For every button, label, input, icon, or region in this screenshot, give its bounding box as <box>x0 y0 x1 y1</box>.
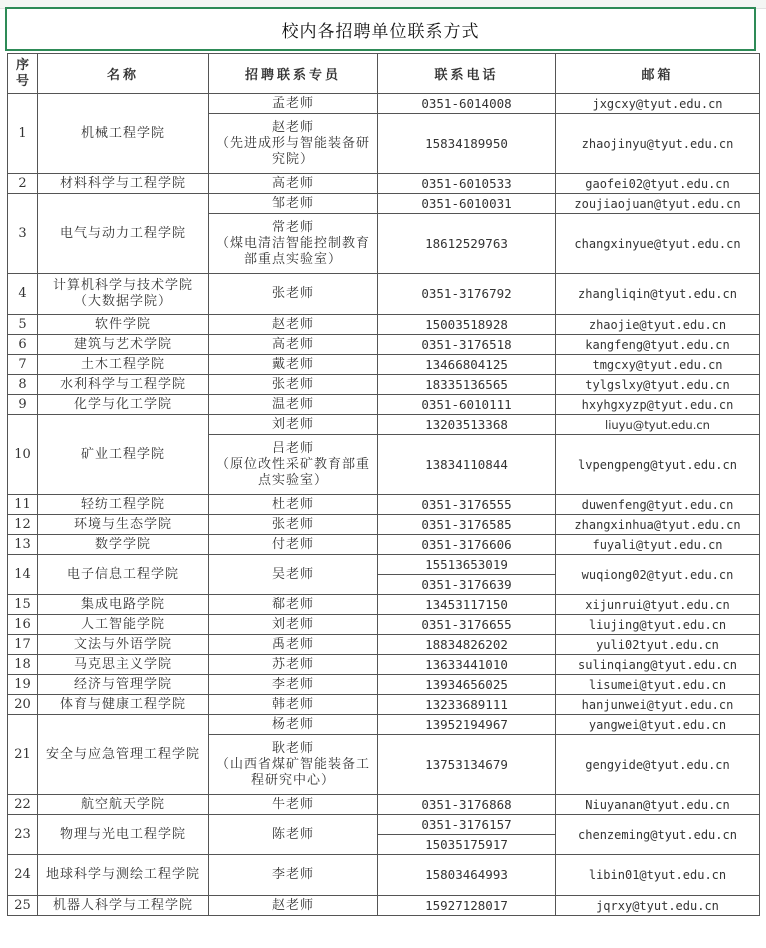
contact-phone: 0351-6010533 <box>378 174 556 194</box>
unit-name: 机械工程学院 <box>38 94 209 174</box>
contact-phone: 13466804125 <box>378 355 556 375</box>
contact-person <box>209 274 378 315</box>
contact-name: 高老师 <box>271 336 314 352</box>
contact-person <box>209 515 378 535</box>
row-index: 12 <box>8 515 38 535</box>
contact-email[interactable]: tylgslxy@tyut.edu.cn <box>556 375 760 395</box>
contact-phone: 0351-6014008 <box>378 94 556 114</box>
contact-email[interactable]: zhangxinhua@tyut.edu.cn <box>556 515 760 535</box>
table-row <box>8 615 760 635</box>
unit-name: 数学学院 <box>38 535 209 555</box>
row-index: 15 <box>8 595 38 615</box>
contact-name: 吴老师 <box>271 566 314 582</box>
contact-person <box>209 615 378 635</box>
contact-email[interactable]: zhangliqin@tyut.edu.cn <box>556 274 760 315</box>
table-row <box>8 495 760 515</box>
row-index: 23 <box>8 815 38 855</box>
unit-name: 物理与光电工程学院 <box>38 815 209 855</box>
unit-name: 地球科学与测绘工程学院 <box>38 855 209 896</box>
contact-email[interactable]: xijunrui@tyut.edu.cn <box>556 595 760 615</box>
contact-person <box>209 435 378 495</box>
unit-name: 人工智能学院 <box>38 615 209 635</box>
contact-phone: 13834110844 <box>378 435 556 495</box>
contact-email[interactable]: yuli02tyut.edu.cn <box>556 635 760 655</box>
contact-person <box>209 375 378 395</box>
contact-phone: 0351-6010111 <box>378 395 556 415</box>
header-phone: 联系电话 <box>378 54 556 94</box>
table-row <box>8 715 760 735</box>
unit-name: 材料科学与工程学院 <box>38 174 209 194</box>
contact-name: 禹老师 <box>271 636 314 652</box>
unit-name: 文法与外语学院 <box>38 635 209 655</box>
unit-name: 软件学院 <box>38 315 209 335</box>
contact-email[interactable]: Niuyanan@tyut.edu.cn <box>556 795 760 815</box>
contact-name: 邹老师 <box>271 195 314 211</box>
contact-phone: 0351-3176606 <box>378 535 556 555</box>
unit-name: 计算机科学与技术学院（大数据学院） <box>38 274 209 315</box>
table-row <box>8 375 760 395</box>
row-index: 4 <box>8 274 38 315</box>
table-row <box>8 675 760 695</box>
row-index: 22 <box>8 795 38 815</box>
contact-person <box>209 555 378 595</box>
contact-name: 高老师 <box>271 175 314 191</box>
contact-name: 刘老师 <box>271 416 314 432</box>
table-row <box>8 174 760 194</box>
unit-name: 化学与化工学院 <box>38 395 209 415</box>
contact-name: 付老师 <box>271 536 314 552</box>
contact-person <box>209 535 378 555</box>
contact-name: 赵老师 <box>271 897 314 913</box>
table-row <box>8 896 760 916</box>
table-row <box>8 94 760 114</box>
header-row <box>8 54 760 94</box>
contact-phone: 15834189950 <box>378 114 556 174</box>
contact-name: 温老师 <box>271 396 314 412</box>
table-row <box>8 635 760 655</box>
contact-phone: 15927128017 <box>378 896 556 916</box>
contact-person <box>209 114 378 174</box>
row-index: 18 <box>8 655 38 675</box>
table-row <box>8 535 760 555</box>
contact-email[interactable]: liujing@tyut.edu.cn <box>556 615 760 635</box>
contact-phone: 13952194967 <box>378 715 556 735</box>
row-index: 11 <box>8 495 38 515</box>
contact-phone: 18612529763 <box>378 214 556 274</box>
contact-email[interactable]: jxgcxy@tyut.edu.cn <box>556 94 760 114</box>
unit-name: 航空航天学院 <box>38 795 209 815</box>
unit-name: 马克思主义学院 <box>38 655 209 675</box>
contact-email[interactable]: gaofei02@tyut.edu.cn <box>556 174 760 194</box>
contact-name: 牛老师 <box>271 796 314 812</box>
contact-name: 陈老师 <box>271 826 314 842</box>
contact-phone: 13233689111 <box>378 695 556 715</box>
contact-person <box>209 735 378 795</box>
row-index: 17 <box>8 635 38 655</box>
contact-name: 杨老师 <box>271 716 314 732</box>
contact-person <box>209 194 378 214</box>
contact-person <box>209 415 378 435</box>
contact-email[interactable]: jqrxy@tyut.edu.cn <box>556 896 760 916</box>
contact-phone: 0351-3176792 <box>378 274 556 315</box>
contact-phone: 15003518928 <box>378 315 556 335</box>
contact-email[interactable]: chenzeming@tyut.edu.cn <box>556 815 760 855</box>
unit-name: 集成电路学院 <box>38 595 209 615</box>
contact-name: 耿老师 <box>271 740 314 756</box>
table-row <box>8 795 760 815</box>
contact-person <box>209 815 378 855</box>
contact-phone: 0351-3176868 <box>378 795 556 815</box>
row-index: 25 <box>8 896 38 916</box>
contact-phone: 13453117150 <box>378 595 556 615</box>
unit-name: 轻纺工程学院 <box>38 495 209 515</box>
contact-email[interactable]: liuyu@tyut.edu.cn <box>556 415 760 435</box>
contact-email[interactable]: fuyali@tyut.edu.cn <box>556 535 760 555</box>
contact-person <box>209 495 378 515</box>
table-row <box>8 695 760 715</box>
contact-name: 杜老师 <box>271 496 314 512</box>
contact-person <box>209 355 378 375</box>
contact-name: 孟老师 <box>271 95 314 111</box>
contact-phone: 0351-3176518 <box>378 335 556 355</box>
contact-phone: 13934656025 <box>378 675 556 695</box>
contact-name: 李老师 <box>271 676 314 692</box>
contact-phone: 0351-3176157 <box>378 815 556 835</box>
unit-name: 建筑与艺术学院 <box>38 335 209 355</box>
unit-name: 矿业工程学院 <box>38 415 209 495</box>
contact-name: 常老师 <box>271 219 314 235</box>
contact-email[interactable]: libin01@tyut.edu.cn <box>556 855 760 896</box>
contact-email[interactable]: changxinyue@tyut.edu.cn <box>556 214 760 274</box>
contact-email[interactable]: hxyhgxyzp@tyut.edu.cn <box>556 395 760 415</box>
table-row <box>8 415 760 435</box>
contact-name: 赵老师 <box>271 119 314 135</box>
contact-email[interactable]: kangfeng@tyut.edu.cn <box>556 335 760 355</box>
table-row <box>8 315 760 335</box>
header-contact: 招聘联系专员 <box>209 54 378 94</box>
contact-note: （先进成形与智能装备研究院） <box>215 135 370 167</box>
table-row <box>8 194 760 214</box>
contact-note: （煤电清洁智能控制教育部重点实验室） <box>215 235 370 267</box>
row-index: 14 <box>8 555 38 595</box>
contact-email[interactable]: wuqiong02@tyut.edu.cn <box>556 555 760 595</box>
contact-person <box>209 715 378 735</box>
unit-name: 体育与健康工程学院 <box>38 695 209 715</box>
contact-person <box>209 395 378 415</box>
contact-phone: 15035175917 <box>378 835 556 855</box>
contact-email[interactable]: lisumei@tyut.edu.cn <box>556 675 760 695</box>
contact-email[interactable]: zhaojie@tyut.edu.cn <box>556 315 760 335</box>
contact-person <box>209 94 378 114</box>
table-row <box>8 395 760 415</box>
contact-email[interactable]: gengyide@tyut.edu.cn <box>556 735 760 795</box>
table-row <box>8 855 760 896</box>
header-unit: 名称 <box>38 54 209 94</box>
contact-phone: 0351-3176555 <box>378 495 556 515</box>
table-row <box>8 515 760 535</box>
contact-person <box>209 795 378 815</box>
contact-name: 郗老师 <box>271 596 314 612</box>
table-row <box>8 355 760 375</box>
header-email: 邮箱 <box>556 54 760 94</box>
unit-name: 土木工程学院 <box>38 355 209 375</box>
contact-name: 张老师 <box>271 286 314 301</box>
contact-email[interactable]: sulinqiang@tyut.edu.cn <box>556 655 760 675</box>
contact-phone: 18335136565 <box>378 375 556 395</box>
contact-email[interactable]: hanjunwei@tyut.edu.cn <box>556 695 760 715</box>
unit-name: 安全与应急管理工程学院 <box>38 715 209 795</box>
contact-email[interactable]: lvpengpeng@tyut.edu.cn <box>556 435 760 495</box>
unit-name: 环境与生态学院 <box>38 515 209 535</box>
contact-person <box>209 335 378 355</box>
unit-name: 水利科学与工程学院 <box>38 375 209 395</box>
table-row <box>8 815 760 835</box>
contact-phone: 13753134679 <box>378 735 556 795</box>
contact-name: 张老师 <box>271 516 314 532</box>
contact-name: 张老师 <box>271 376 314 392</box>
table-row <box>8 555 760 575</box>
contact-person <box>209 855 378 896</box>
contact-person <box>209 315 378 335</box>
contact-phone: 13203513368 <box>378 415 556 435</box>
contact-phone: 0351-3176639 <box>378 575 556 595</box>
contact-email[interactable]: zoujiaojuan@tyut.edu.cn <box>556 194 760 214</box>
contact-phone: 13633441010 <box>378 655 556 675</box>
row-index: 10 <box>8 415 38 495</box>
contact-phone: 15513653019 <box>378 555 556 575</box>
contact-name: 刘老师 <box>271 616 314 632</box>
row-index: 19 <box>8 675 38 695</box>
row-index: 2 <box>8 174 38 194</box>
contact-table <box>7 53 760 916</box>
row-index: 5 <box>8 315 38 335</box>
row-index: 24 <box>8 855 38 896</box>
table-row <box>8 595 760 615</box>
row-index: 13 <box>8 535 38 555</box>
contact-email[interactable]: duwenfeng@tyut.edu.cn <box>556 495 760 515</box>
contact-name: 戴老师 <box>271 356 314 372</box>
contact-person <box>209 896 378 916</box>
contact-person <box>209 675 378 695</box>
contact-note: （山西省煤矿智能装备工程研究中心） <box>215 756 370 788</box>
contact-person <box>209 595 378 615</box>
row-index: 20 <box>8 695 38 715</box>
row-index: 16 <box>8 615 38 635</box>
table-row <box>8 335 760 355</box>
contact-email[interactable]: zhaojinyu@tyut.edu.cn <box>556 114 760 174</box>
row-index: 7 <box>8 355 38 375</box>
page-title: 校内各招聘单位联系方式 <box>5 7 756 51</box>
contact-name: 李老师 <box>271 867 314 882</box>
contact-person <box>209 214 378 274</box>
contact-note: （原位改性采矿教育部重点实验室） <box>215 456 370 488</box>
contact-email[interactable]: tmgcxy@tyut.edu.cn <box>556 355 760 375</box>
contact-person <box>209 174 378 194</box>
contact-name: 韩老师 <box>271 696 314 712</box>
contact-name: 苏老师 <box>271 656 314 672</box>
contact-email[interactable]: yangwei@tyut.edu.cn <box>556 715 760 735</box>
contact-name: 吕老师 <box>271 440 314 456</box>
unit-name: 电子信息工程学院 <box>38 555 209 595</box>
contact-person <box>209 635 378 655</box>
table-row <box>8 274 760 315</box>
row-index: 9 <box>8 395 38 415</box>
row-index: 3 <box>8 194 38 274</box>
header-index: 序号 <box>8 54 38 94</box>
unit-name: 机器人科学与工程学院 <box>38 896 209 916</box>
contact-phone: 0351-6010031 <box>378 194 556 214</box>
row-index: 1 <box>8 94 38 174</box>
contact-phone: 18834826202 <box>378 635 556 655</box>
row-index: 6 <box>8 335 38 355</box>
contact-phone: 15803464993 <box>378 855 556 896</box>
unit-name: 经济与管理学院 <box>38 675 209 695</box>
contact-phone: 0351-3176585 <box>378 515 556 535</box>
contact-name: 赵老师 <box>271 316 314 332</box>
unit-name: 电气与动力工程学院 <box>38 194 209 274</box>
row-index: 21 <box>8 715 38 795</box>
table-row <box>8 655 760 675</box>
contact-person <box>209 655 378 675</box>
contact-phone: 0351-3176655 <box>378 615 556 635</box>
contact-person <box>209 695 378 715</box>
row-index: 8 <box>8 375 38 395</box>
